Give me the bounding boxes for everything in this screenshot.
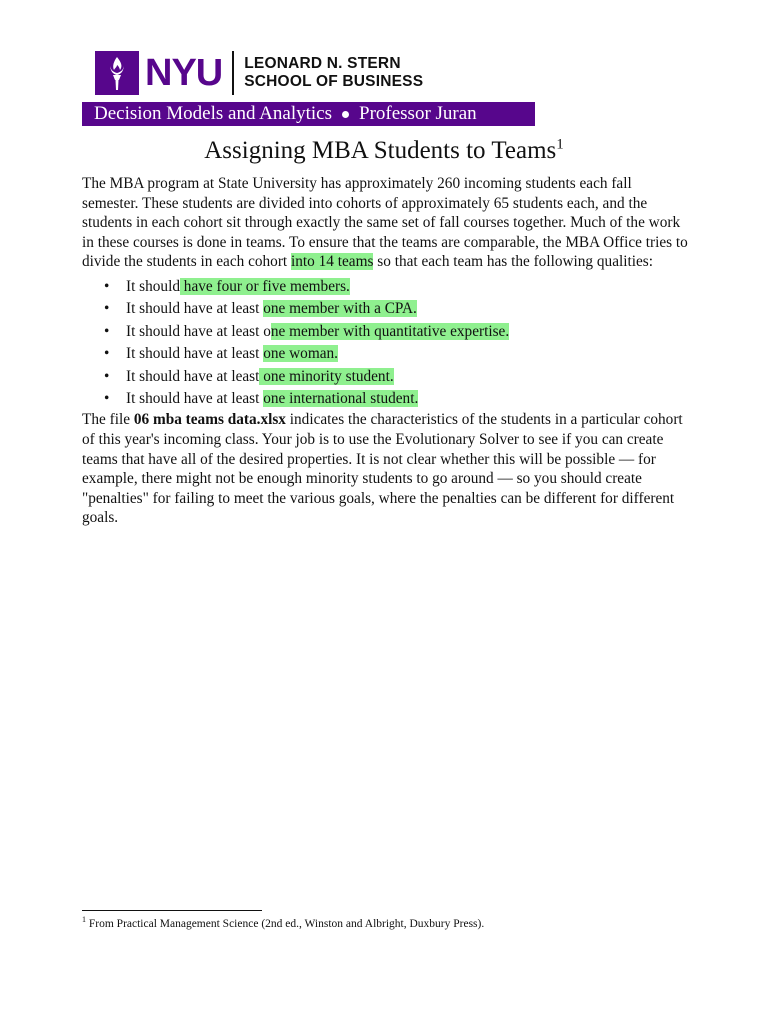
torch-icon bbox=[95, 51, 139, 95]
quality-prefix: It should have at least bbox=[126, 300, 264, 318]
title-text: Assigning MBA Students to Teams bbox=[204, 137, 557, 164]
closing-text: The file bbox=[82, 411, 134, 429]
list-item bbox=[82, 366, 688, 388]
quality-prefix: It should bbox=[126, 277, 180, 295]
intro-text-end: so that each team has the following qualities: bbox=[373, 253, 653, 271]
course-name: Decision Models and Analytics bbox=[94, 103, 332, 124]
document-body bbox=[82, 174, 688, 528]
bullet-icon: • bbox=[104, 277, 110, 295]
quality-highlight: one member with a CPA. bbox=[263, 300, 417, 318]
school-name bbox=[244, 55, 423, 91]
logo-divider bbox=[232, 51, 234, 95]
bullet-icon: • bbox=[104, 322, 110, 340]
intro-text: The MBA program at State University has approximately 260 incoming students each fall semester. These students are divided into cohorts of approximately 65 students each, and the students in each cohort sit through exactly the same set of fall courses together. Much of the work in these courses is done in teams. To ensure that the teams are comparable, the MBA Office tries to divide the students in each cohort bbox=[82, 175, 688, 271]
footnote-marker: 1 bbox=[82, 915, 86, 924]
quality-prefix: It should have at least o bbox=[126, 322, 271, 340]
quality-highlight: one woman. bbox=[263, 345, 338, 363]
bullet-icon: • bbox=[104, 345, 110, 363]
list-item bbox=[82, 388, 688, 410]
quality-prefix: It should have at least bbox=[126, 389, 264, 407]
title-footnote-marker: 1 bbox=[556, 136, 564, 153]
school-name-line1: LEONARD N. STERN bbox=[244, 55, 401, 72]
footnote-text: From Practical Management Science (2nd ed., Winston and Albright, Duxbury Press). bbox=[86, 917, 485, 930]
bullet-icon: • bbox=[104, 367, 110, 385]
list-item bbox=[82, 298, 688, 320]
list-item bbox=[82, 343, 688, 365]
document-title bbox=[0, 137, 768, 165]
quality-prefix: It should have at least bbox=[126, 345, 264, 363]
school-name-line2: SCHOOL OF BUSINESS bbox=[244, 73, 424, 90]
footnote-divider bbox=[82, 910, 262, 911]
data-filename: 06 mba teams data.xlsx bbox=[133, 411, 286, 429]
quality-highlight: one international student. bbox=[263, 389, 419, 407]
course-banner bbox=[82, 102, 535, 126]
list-item bbox=[82, 321, 688, 343]
bullet-icon: • bbox=[104, 300, 110, 318]
list-item bbox=[82, 276, 688, 298]
bullet-dot-icon bbox=[342, 111, 349, 118]
qualities-list bbox=[82, 276, 688, 410]
intro-highlight: into 14 teams bbox=[291, 253, 374, 271]
nyu-stern-logo bbox=[95, 48, 423, 98]
bullet-icon: • bbox=[104, 389, 110, 407]
quality-highlight: ne member with quantitative expertise. bbox=[270, 322, 510, 340]
quality-prefix: It should have at least bbox=[126, 367, 260, 385]
quality-highlight: one minority student. bbox=[259, 367, 394, 385]
professor-name: Professor Juran bbox=[359, 103, 477, 124]
nyu-wordmark: NYU bbox=[145, 52, 223, 94]
intro-paragraph bbox=[82, 174, 688, 272]
closing-text-end: indicates the characteristics of the students in a particular cohort of this year's incoming class. Your job is to use the Evolutionary Solver to see if you can create teams that have all of the desired properties. It is not clear whether this will be possible — for example, there might not be enough minority students to go around — so you should create "penalties" for failing to meet the various goals, where the penalties can be different for different goals. bbox=[82, 411, 683, 527]
closing-paragraph bbox=[82, 410, 688, 528]
quality-highlight: have four or five members. bbox=[179, 277, 350, 295]
footnote bbox=[82, 915, 702, 930]
